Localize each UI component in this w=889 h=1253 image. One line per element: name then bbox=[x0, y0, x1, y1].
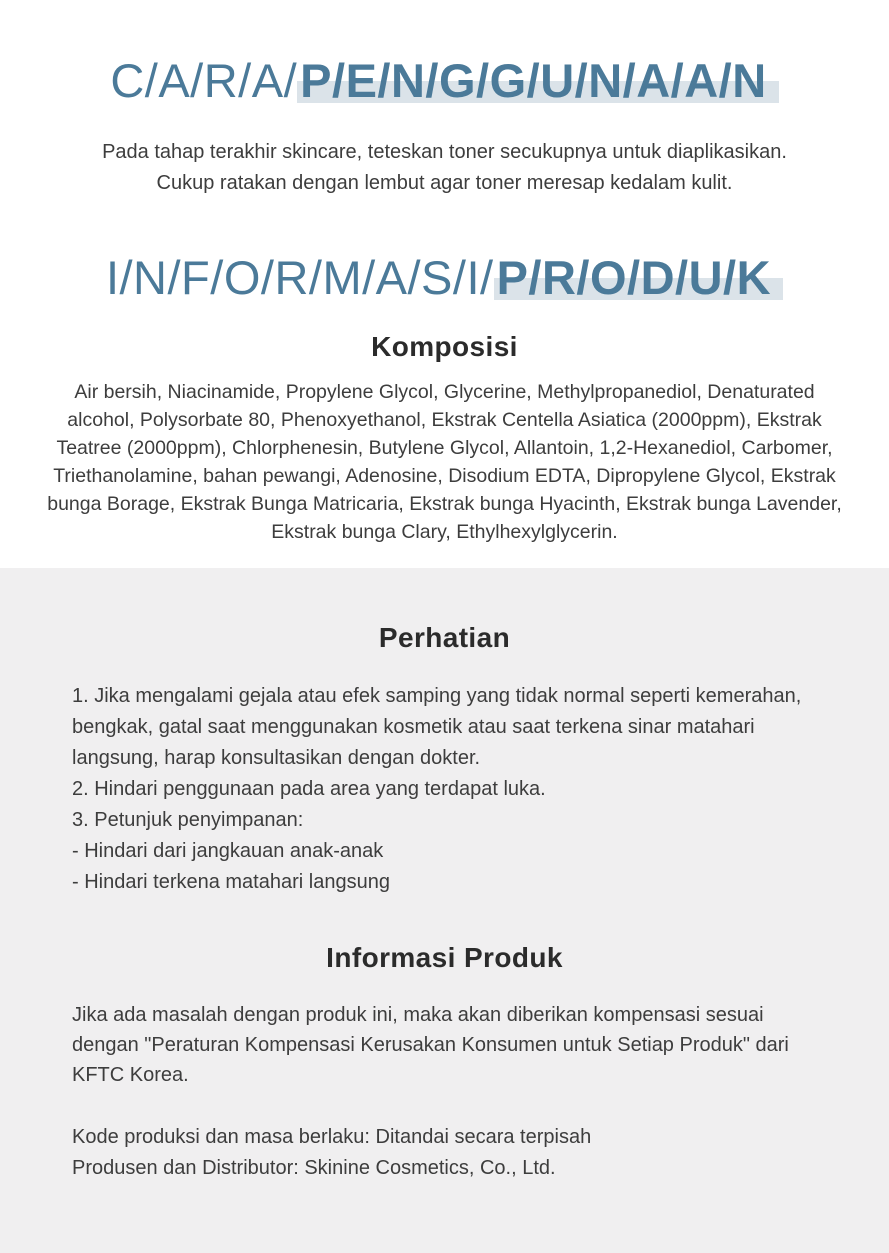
production-info-line: Kode produksi dan masa berlaku: Ditandai secara terpisah bbox=[72, 1126, 592, 1149]
product-info-section bbox=[0, 199, 889, 547]
usage-description: Pada tahap terakhir skincare, teteskan toner secukupnya untuk diaplikasikan. Cukup ratakan dengan lembut agar toner meresap kedalam kulit. bbox=[102, 140, 787, 194]
precaution-item: 2. Hindari penggunaan pada area yang terdapat luka. bbox=[72, 778, 546, 801]
precaution-item: - Hindari dari jangkauan anak-anak bbox=[72, 840, 384, 863]
precaution-item: - Hindari terkena matahari langsung bbox=[72, 871, 390, 894]
product-info-title-highlighted: P/R/O/D/U/K bbox=[494, 251, 783, 304]
usage-title bbox=[0, 54, 889, 109]
notice-section bbox=[0, 568, 889, 1253]
product-details-heading: Informasi Produk bbox=[326, 942, 563, 974]
precaution-item: 1. Jika mengalami gejala atau efek samping yang tidak normal seperti kemerahan, bengkak, gatal saat menggunakan kosmetik atau saat terkena sinar matahari langsung, harap konsultasikan dengan dokter. bbox=[72, 685, 802, 770]
usage-title-highlighted: P/E/N/G/G/U/N/A/A/N bbox=[297, 54, 779, 107]
precaution-item: 3. Petunjuk penyimpanan: bbox=[72, 809, 304, 832]
usage-section bbox=[0, 0, 889, 199]
product-info-title-light: I/N/F/O/R/M/A/S/I/ bbox=[105, 250, 494, 304]
usage-title-light: C/A/R/A/ bbox=[110, 54, 298, 107]
compensation-text: Jika ada masalah dengan produk ini, maka akan diberikan kompensasi sesuai dengan "Peraturan Kompensasi Kerusakan Konsumen untuk Setiap Produk" dari KFTC Korea. bbox=[72, 1004, 789, 1087]
production-info-line: Produsen dan Distributor: Skinine Cosmetics, Co., Ltd. bbox=[72, 1157, 556, 1180]
production-info bbox=[72, 1122, 817, 1184]
composition-heading: Komposisi bbox=[371, 331, 518, 363]
product-info-title bbox=[0, 251, 889, 306]
ingredients-text: Air bersih, Niacinamide, Propylene Glycol, Glycerine, Methylpropanediol, Denaturated alcohol, Polysorbate 80, Phenoxyethanol, Ekstrak Centella Asiatica (2000ppm), Ekstrak Teatree (2000ppm), Chlorphenesin, Butylene Glycol, Allantoin, 1,2-Hexanediol, Carbomer, Triethanolamine, bahan pewangi, Adenosine, Disodium EDTA, Dipropylene Glycol, Ekstrak bunga Borage, Ekstrak Bunga Matricaria, Ekstrak bunga Hyacinth, Ekstrak bunga Lavender, Ekstrak bunga Clary, Ethylhexylglycerin. bbox=[47, 381, 842, 544]
precautions-heading: Perhatian bbox=[378, 622, 511, 654]
precautions-list bbox=[72, 681, 817, 898]
